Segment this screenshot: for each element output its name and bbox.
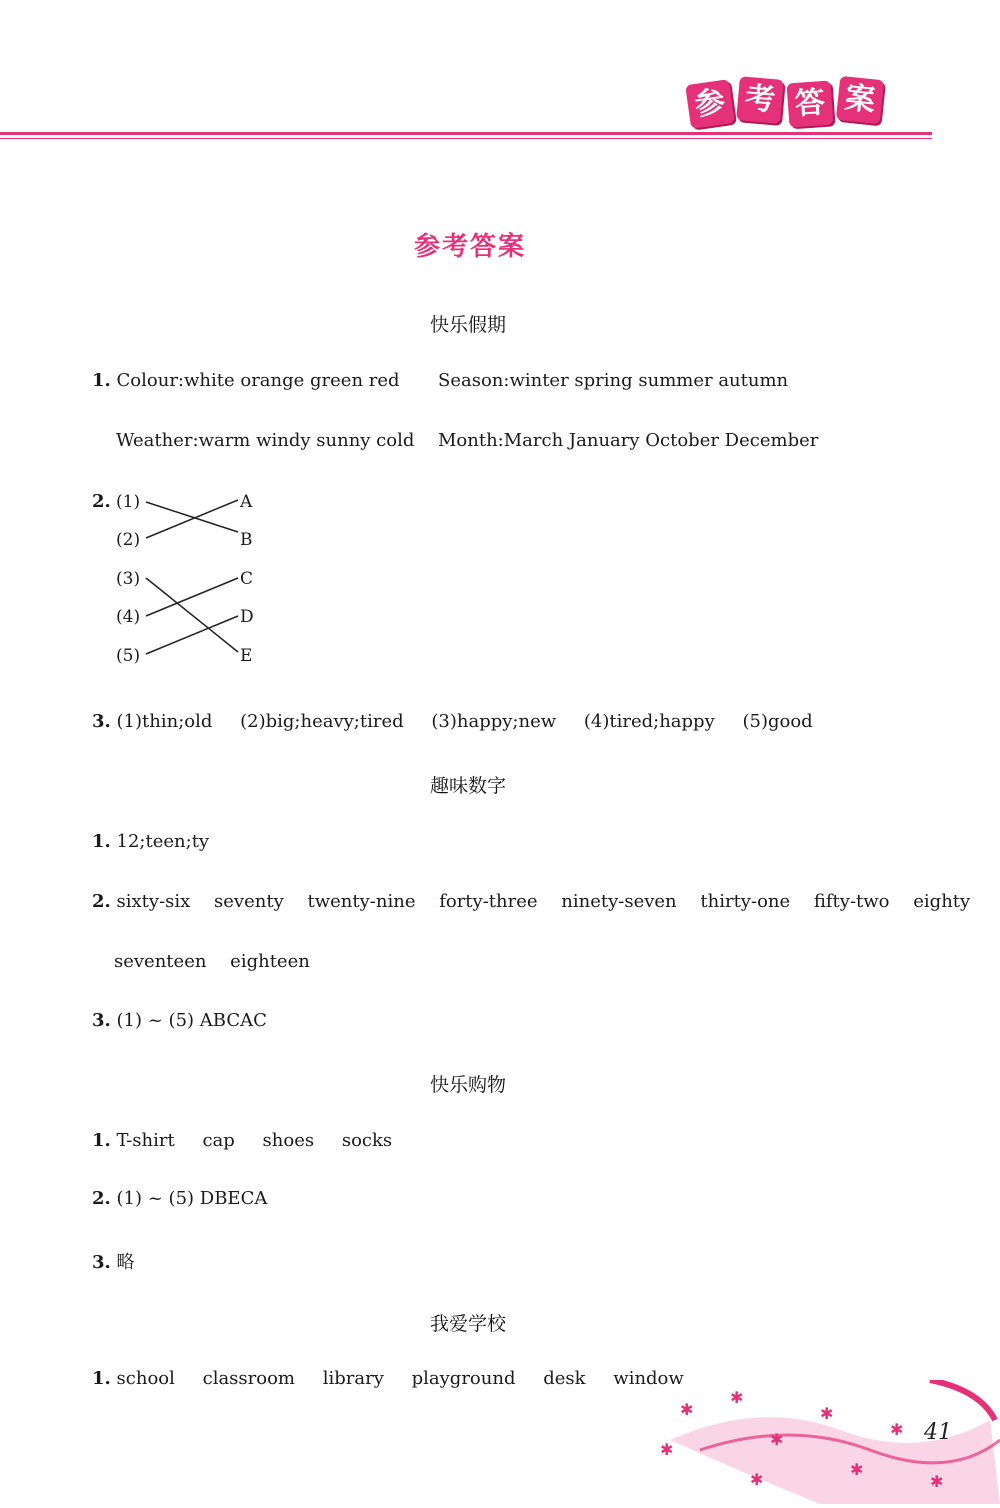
page-title: 参考答案	[413, 232, 526, 262]
section-title-happy-holiday: 快乐假期	[429, 314, 506, 336]
weather-answer: Weather:warm windy sunny cold	[116, 430, 415, 451]
s2-q2-line2	[114, 951, 310, 972]
school-word: library	[322, 1368, 384, 1389]
omitted-answer: 略	[116, 1252, 135, 1273]
page-number: 41	[924, 1420, 952, 1445]
school-word: classroom	[202, 1368, 295, 1389]
question-number: 2.	[92, 1188, 111, 1209]
match-right-a: A	[240, 492, 253, 512]
match-left-4: (4)	[116, 607, 141, 627]
star-icon: ✱	[770, 1430, 784, 1449]
question-number: 1.	[92, 1368, 111, 1389]
number-word: forty-three	[439, 891, 538, 912]
s2-q2-line1	[92, 891, 970, 912]
adj-answer-3: (3)happy;new	[431, 711, 557, 732]
star-icon: ✱	[730, 1388, 744, 1407]
star-icon: ✱	[680, 1400, 694, 1419]
season-answer: Season:winter spring summer autumn	[438, 370, 789, 391]
match-left-3: (3)	[116, 569, 141, 589]
header-badge	[688, 78, 888, 128]
matching-lines	[140, 480, 253, 670]
badge-char-4: 案	[836, 76, 884, 124]
suffix-answer: 12;teen;ty	[116, 831, 210, 852]
match-right-c: C	[240, 569, 254, 589]
s1-q3-line	[92, 711, 813, 732]
number-word: ninety-seven	[561, 891, 677, 912]
match-left-1: (1)	[116, 492, 141, 512]
badge-char-3: 答	[787, 81, 834, 128]
choice-answer: (1) ~ (5) ABCAC	[116, 1010, 267, 1031]
school-word: school	[116, 1368, 175, 1389]
match-right-e: E	[240, 646, 253, 666]
match-right-b: B	[240, 530, 253, 550]
month-answer: Month:March January October December	[438, 430, 819, 451]
s1-q2-number	[92, 491, 111, 512]
question-number: 3.	[92, 1010, 111, 1031]
match-right-d: D	[240, 607, 254, 627]
match-line-3-e	[146, 578, 238, 652]
adj-answer-2: (2)big;heavy;tired	[240, 711, 404, 732]
choice-answer: (1) ~ (5) DBECA	[116, 1188, 268, 1209]
s4-q1-line	[92, 1368, 684, 1389]
star-icon: ✱	[930, 1472, 944, 1491]
clothing-word: cap	[202, 1130, 235, 1151]
number-word: fifty-two	[813, 891, 890, 912]
school-word: desk	[543, 1368, 586, 1389]
number-word: thirty-one	[700, 891, 791, 912]
star-icon: ✱	[850, 1460, 864, 1479]
school-word: window	[613, 1368, 684, 1389]
s2-q3-line	[92, 1010, 267, 1031]
star-icon: ✱	[890, 1420, 904, 1439]
number-word: sixty-six	[116, 891, 191, 912]
match-line-2-a	[146, 500, 238, 538]
s3-q1-line	[92, 1130, 392, 1151]
question-number: 3.	[92, 1252, 111, 1273]
number-word: seventeen	[114, 951, 207, 972]
s3-q2-line	[92, 1188, 267, 1209]
s2-q1-line	[92, 831, 209, 852]
header-rule	[0, 132, 932, 135]
question-number: 3.	[92, 711, 111, 732]
question-number: 1.	[92, 1130, 111, 1151]
section-title-fun-numbers: 趣味数字	[429, 775, 506, 797]
adj-answer-1: (1)thin;old	[116, 711, 213, 732]
clothing-word: T-shirt	[116, 1130, 175, 1151]
s3-q3-line	[92, 1248, 135, 1274]
number-word: seventy	[214, 891, 284, 912]
match-line-4-c	[146, 578, 238, 616]
question-number: 1.	[92, 370, 111, 391]
number-word: eighteen	[230, 951, 310, 972]
clothing-word: shoes	[262, 1130, 315, 1151]
badge-char-1: 参	[685, 79, 735, 129]
number-word: twenty-nine	[307, 891, 416, 912]
adj-answer-4: (4)tired;happy	[583, 711, 715, 732]
section-title-i-love-school: 我爱学校	[429, 1313, 506, 1335]
adj-answer-5: (5)good	[742, 711, 813, 732]
question-number: 1.	[92, 831, 111, 852]
section-title-happy-shopping: 快乐购物	[429, 1074, 506, 1096]
number-word: eighty	[913, 891, 971, 912]
question-number: 2.	[92, 891, 111, 912]
match-line-5-d	[146, 616, 238, 654]
header-rule-thin	[0, 138, 932, 139]
badge-char-2: 考	[736, 76, 784, 124]
star-icon: ✱	[660, 1440, 674, 1459]
school-word: playground	[411, 1368, 516, 1389]
clothing-word: socks	[341, 1130, 393, 1151]
s1-q1-line1	[92, 370, 400, 391]
match-left-5: (5)	[116, 646, 141, 666]
star-icon: ✱	[820, 1404, 834, 1423]
question-number: 2.	[92, 491, 111, 512]
match-left-2: (2)	[116, 530, 141, 550]
star-icon: ✱	[750, 1470, 764, 1489]
colour-answer: Colour:white orange green red	[116, 370, 400, 391]
